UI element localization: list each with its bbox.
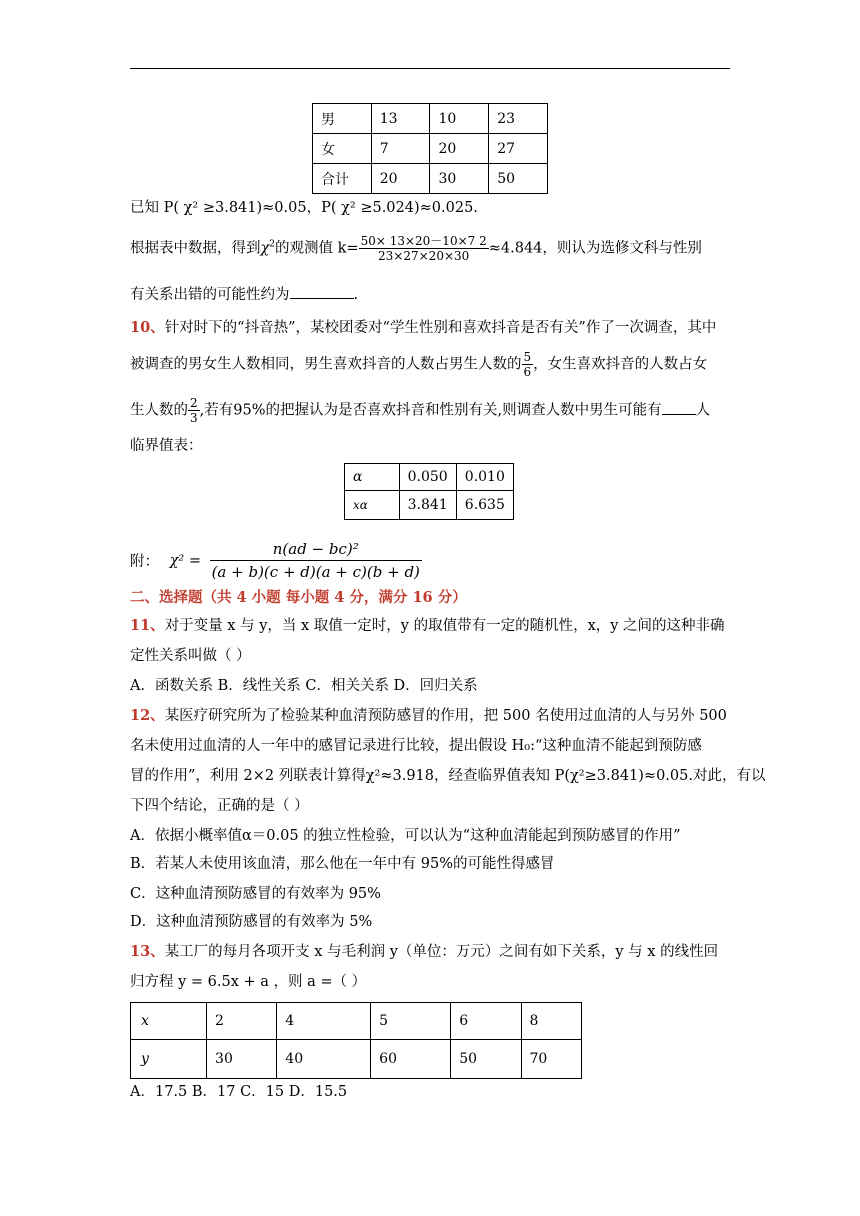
q12-line4: 下四个结论，正确的是（ ） [130, 798, 309, 814]
table-row [313, 134, 548, 164]
q12-option-b[interactable]: B．若某人未使用该血清，那么他在一年中有 95%的可能性得感冒 [130, 856, 555, 872]
table-row [313, 104, 548, 134]
q10-line1-text: 针对时下的“抖音热”，某校团委对“学生性别和喜欢抖音是否有关”作了一次调查，其中 [164, 320, 717, 336]
table-cell: 7 [371, 134, 430, 164]
table-cell: 27 [489, 134, 548, 164]
table-cell: 4 [277, 1003, 371, 1040]
frac-num: 2 [190, 396, 198, 410]
q9-line1-post: ≈4.844，则认为选修文科与性别 [488, 240, 702, 257]
q12-line2: 名未使用过血清的人一年中的感冒记录进行比较，提出假设 H₀:“这种血清不能起到预防感 [130, 738, 702, 754]
table-cell: α [345, 464, 400, 491]
chi-square-formula [130, 540, 422, 581]
regression-data-table [130, 1002, 582, 1079]
attach-label: 附： [130, 554, 159, 570]
q12-option-d[interactable]: D．这种血清预防感冒的有效率为 5% [130, 914, 373, 930]
frac-num: 5 [523, 350, 532, 364]
table-cell: 20 [371, 164, 430, 194]
table-cell: 23 [489, 104, 548, 134]
q10-line2 [130, 350, 730, 379]
header-rule [130, 68, 730, 69]
table-cell: x [131, 1003, 207, 1040]
answer-blank[interactable] [290, 284, 354, 299]
table-cell: 50 [489, 164, 548, 194]
q10-line4: 临界值表： [130, 438, 203, 454]
table-cell: 6.635 [456, 491, 513, 520]
q12-option-c[interactable]: C．这种血清预防感冒的有效率为 95% [130, 886, 381, 902]
table-cell: 0.050 [399, 464, 456, 491]
frac-den: 3 [190, 411, 198, 425]
table-row [345, 491, 514, 520]
table-cell: 6 [451, 1003, 521, 1040]
q10-line3-end: 人 [695, 402, 711, 419]
formula-fraction [210, 540, 422, 581]
q9-frac-num: 50× 13×20－10×7 2 [360, 234, 487, 248]
question-number: 13、 [130, 943, 165, 960]
section-heading: 二、选择题（共 4 小题 每小题 4 分，满分 16 分） [130, 589, 467, 606]
table-cell: 男 [313, 104, 372, 134]
q11-options[interactable]: A．函数关系 B．线性关系 C．相关关系 D．回归关系 [130, 678, 478, 694]
q10-line3-pre: 生人数的 [130, 402, 188, 419]
q10-line1 [130, 318, 730, 338]
table-cell: 60 [371, 1040, 451, 1079]
q9-line1: 根据表中数据，得到$\chi^2$的观测值 k= $\frac{50\times 13\times 20-10\times 7 2}{23\times 27\times 20\times 30}$ ≈4.844，则认为选修文科与性别 [130, 234, 702, 263]
q10-line3-post: ,若有95%的把握认为是否喜欢抖音和性别有关,则调查人数中男生可能有 [199, 402, 662, 419]
q10-line2-pre: 被调查的男女生人数相同，男生喜欢抖音的人数占男生人数的 [130, 356, 522, 373]
q9-line2 [130, 284, 730, 305]
formula-num: n(ad − bc)² [210, 540, 422, 561]
q11-line1-text: 对于变量 x 与 y，当 x 取值一定时，y 的取值带有一定的随机性，x，y 之间的这种非确 [164, 618, 725, 634]
table-cell: y [131, 1040, 207, 1079]
chi-symbol: χ [260, 240, 270, 257]
q9-line2-end: . [353, 287, 359, 303]
question-number: 12、 [130, 707, 165, 724]
table-row [131, 1003, 582, 1040]
q11-line2: 定性关系叫做（ ） [130, 648, 251, 664]
q13-line2: 归方程 y = 6.5x + a ，则 a =（ ） [130, 974, 367, 990]
formula-den: (a + b)(c + d)(a + c)(b + d) [211, 563, 420, 581]
table-row [345, 464, 514, 491]
q12-line3: 冒的作用”，利用 2×2 列联表计算得χ²≈3.918，经查临界值表知 P(χ²≥3.841)≈0.05.对此，有以 [130, 768, 766, 784]
question-number: 11、 [130, 617, 165, 634]
table-cell: 女 [313, 134, 372, 164]
answer-blank[interactable] [662, 400, 696, 415]
q10-line2-post: ，女生喜欢抖音的人数占女 [533, 356, 708, 373]
q10-line3 [130, 396, 730, 425]
contingency-table [312, 103, 548, 194]
q9-frac-den: 23×27×20×30 [378, 249, 470, 263]
table-cell: 10 [430, 104, 489, 134]
table-cell: 2 [207, 1003, 277, 1040]
formula-lhs: χ² = [169, 552, 201, 569]
frac-den: 6 [523, 365, 532, 379]
table-cell: 20 [430, 134, 489, 164]
critical-value-table [344, 463, 514, 520]
table-row [131, 1040, 582, 1079]
table-cell: 5 [371, 1003, 451, 1040]
fraction-five-sixths [522, 350, 534, 379]
table-cell: 3.841 [399, 491, 456, 520]
q13-line1-text: 某工厂的每月各项开支 x 与毛利润 y（单位：万元）之间有如下关系，y 与 x 的线性回 [164, 944, 719, 960]
q9-chi-fraction [359, 234, 489, 263]
q9-line1-mid: 的观测值 k= [275, 240, 359, 257]
table-cell: 70 [521, 1040, 581, 1079]
table-cell: 13 [371, 104, 430, 134]
q9-line2-text: 有关系出错的可能性约为 [130, 287, 290, 303]
table-row [313, 164, 548, 194]
q11-line1 [130, 616, 730, 636]
table-cell: 30 [207, 1040, 277, 1079]
q12-line1 [130, 706, 730, 726]
table-cell: 50 [451, 1040, 521, 1079]
table-cell: 8 [521, 1003, 581, 1040]
q13-options[interactable]: A．17.5 B．17 C．15 D．15.5 [130, 1084, 348, 1100]
q12-line1-text: 某医疗研究所为了检验某种血清预防感冒的作用，把 500 名使用过血清的人与另外 500 [164, 708, 727, 724]
table-cell: 30 [430, 164, 489, 194]
table-cell: 0.010 [456, 464, 513, 491]
table-cell: xα [345, 491, 400, 520]
q12-option-a[interactable]: A．依据小概率值α＝0.05 的独立性检验，可以认为“这种血清能起到预防感冒的作用” [130, 828, 681, 844]
table-cell: 合计 [313, 164, 372, 194]
q13-line1 [130, 942, 730, 962]
fraction-two-thirds [188, 396, 200, 425]
q9-line1-pre: 根据表中数据，得到 [130, 240, 261, 257]
q9-known-probabilities: 已知 P( χ² ≥3.841)≈0.05，P( χ² ≥5.024)≈0.025. [130, 200, 478, 216]
question-number: 10、 [130, 319, 165, 336]
table-cell: 40 [277, 1040, 371, 1079]
